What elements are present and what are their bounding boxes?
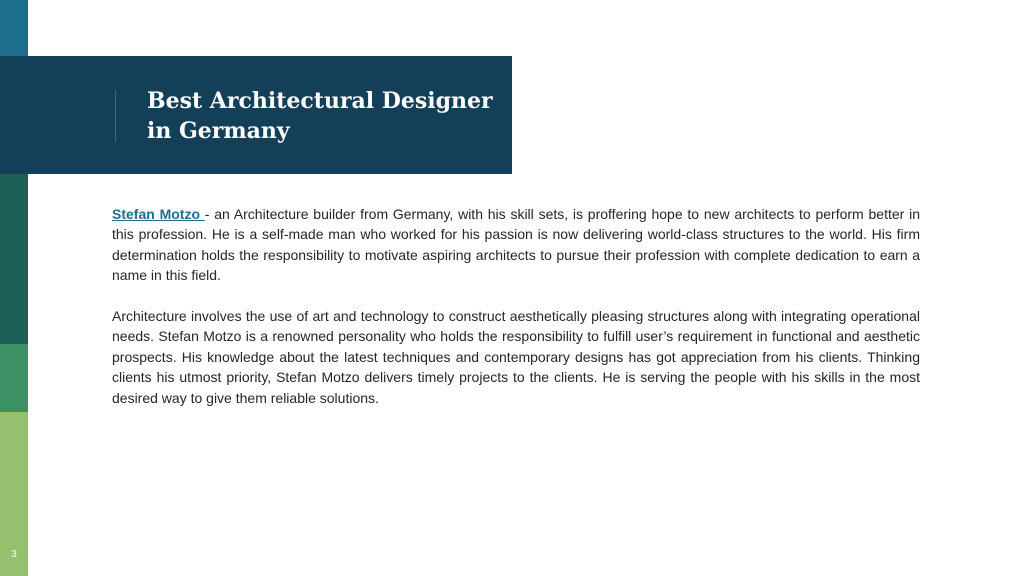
title-banner <box>0 56 512 174</box>
stefan-motzo-link[interactable]: Stefan Motzo <box>112 206 205 222</box>
stripe-segment-teal <box>0 0 28 56</box>
paragraph-intro <box>112 204 920 286</box>
stripe-segment-dark-green <box>0 174 28 344</box>
title-line-1: Best Architectural Designer <box>147 88 493 114</box>
title-line-2: in Germany <box>147 118 290 144</box>
paragraph-intro-text: - an Architecture builder from Germany, with his skill sets, is proffering hope to new architects to perform better in this profession. He is a self-made man who worked for his passion is now delivering world-class structures to the world. His firm determination holds the responsibility to motivate aspiring architects to pursue their profession with complete dedication to earn a name in this field. <box>112 206 920 284</box>
body-content <box>112 204 920 428</box>
page-number: 3 <box>11 549 17 560</box>
page-title <box>147 86 507 146</box>
paragraph-architecture: Architecture involves the use of art and technology to construct aesthetically pleasing structures along with integrating operational needs. Stefan Motzo is a renowned personality who holds the responsibility to fulfill user’s requirement in functional and aesthetic prospects. His knowledge about the latest techniques and contemporary designs has got appreciation from his clients. Thinking clients his utmost priority, Stefan Motzo delivers timely projects to the clients. He is serving the people with his skills in the most desired way to give them reliable solutions. <box>112 308 920 406</box>
title-divider <box>115 90 116 142</box>
stripe-segment-green <box>0 344 28 412</box>
